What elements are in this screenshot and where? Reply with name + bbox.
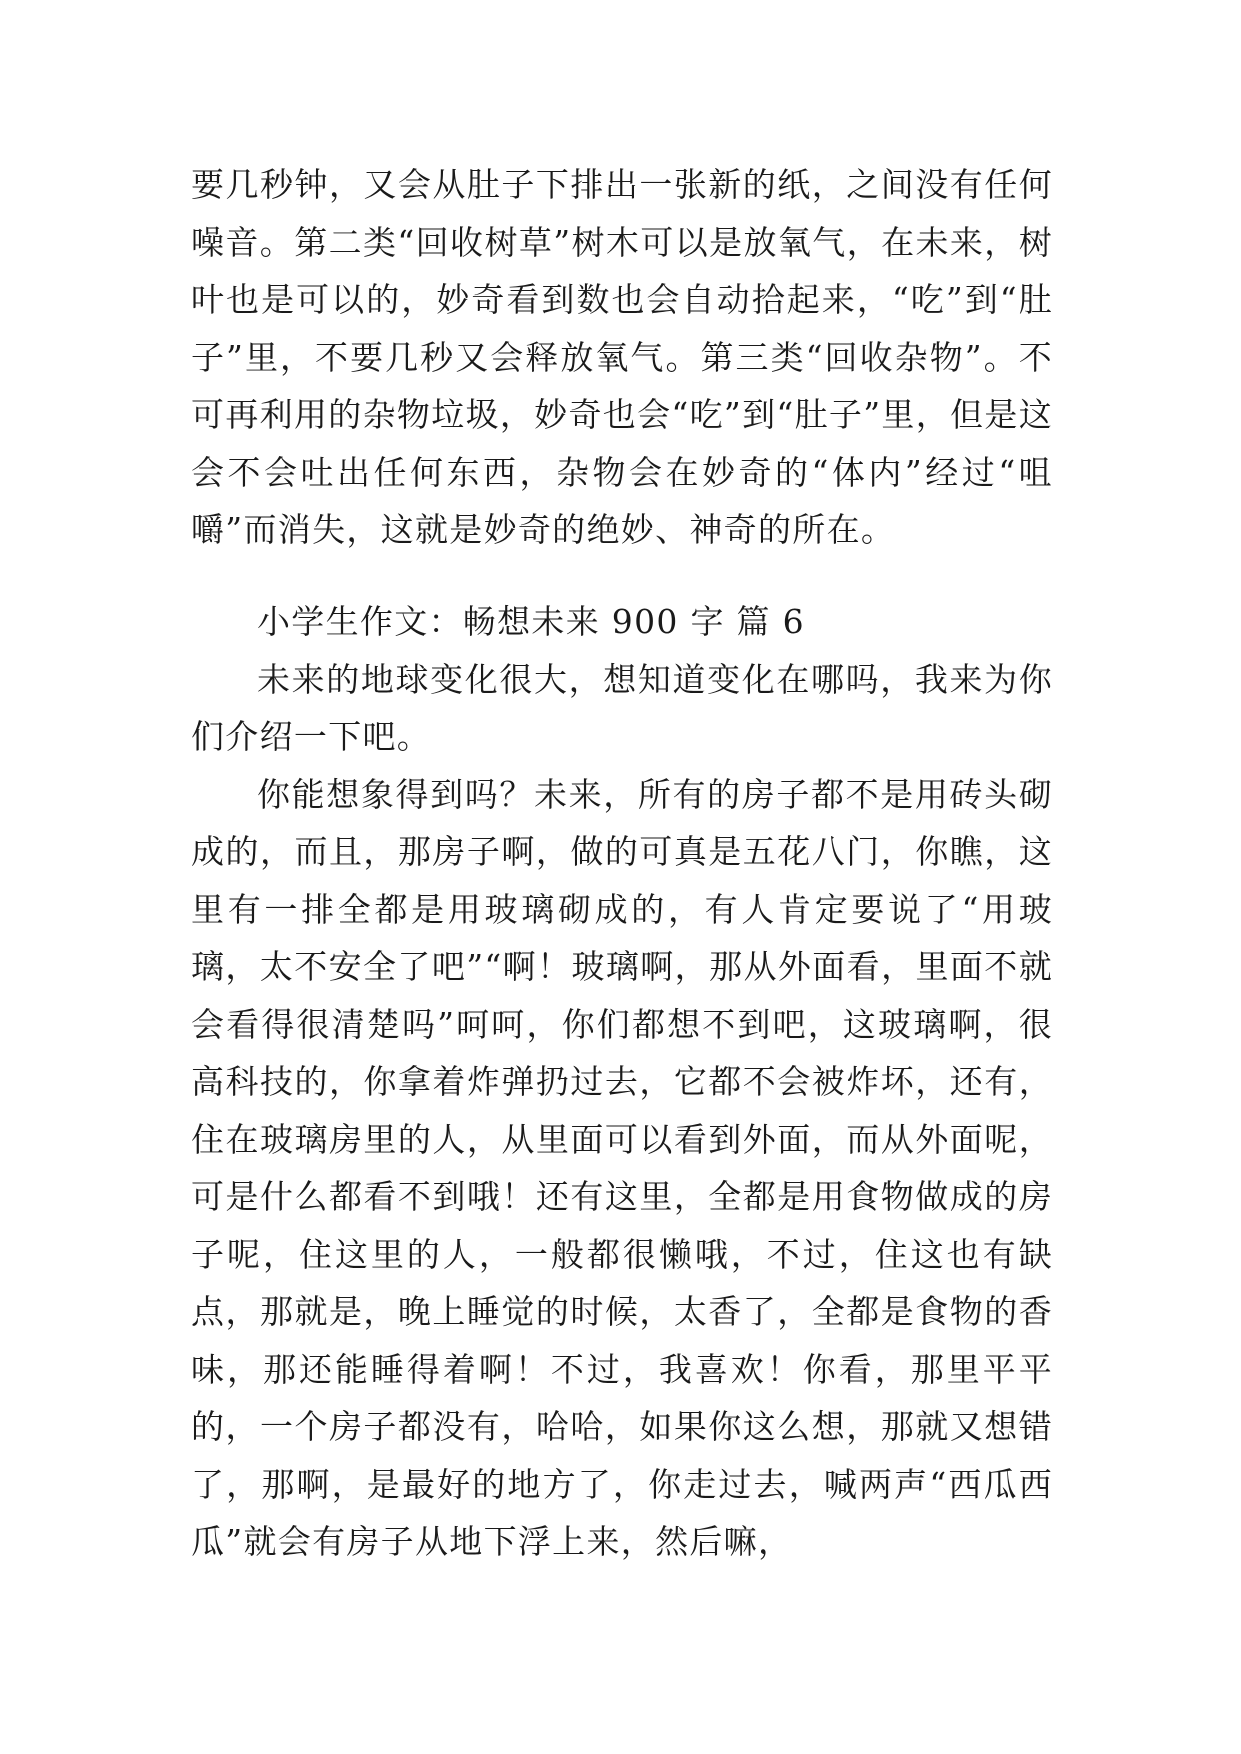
continuation-paragraph: 要几秒钟，又会从肚子下排出一张新的纸，之间没有任何噪音。第二类“回收树草”树木可以是放氧气，在未来，树叶也是可以的，妙奇看到数也会自动拾起来，“吃”到“肚子”里，不要几秒又会释放氧气。第三类“回收杂物”。不可再利用的杂物垃圾，妙奇也会“吃”到“肚子”里，但是这会不会吐出任何东西，杂物会在妙奇的“体内”经过“咀嚼”而消失，这就是妙奇的绝妙、神奇的所在。 (191, 165, 1053, 549)
essay-paragraph: 未来的地球变化很大，想知道变化在哪吗，我来为你们介绍一下吧。 (191, 659, 1053, 756)
previous-essay-continuation (191, 156, 1053, 559)
essay-section (191, 593, 1053, 1571)
essay-paragraph: 你能想象得到吗？未来，所有的房子都不是用砖头砌成的，而且，那房子啊，做的可真是五花八门，你瞧，这里有一排全都是用玻璃砌成的，有人肯定要说了“用玻璃，太不安全了吧”“啊！玻璃啊，那从外面看，里面不就会看得很清楚吗”呵呵，你们都想不到吧，这玻璃啊，很高科技的，你拿着炸弹扔过去，它都不会被炸坏，还有，住在玻璃房里的人，从里面可以看到外面，而从外面呢，可是什么都看不到哦！还有这里，全都是用食物做成的房子呢，住这里的人，一般都很懒哦，不过，住这也有缺点，那就是，晚上睡觉的时候，太香了，全都是食物的香味，那还能睡得着啊！不过，我喜欢！你看，那里平平的，一个房子都没有，哈哈，如果你这么想，那就又想错了，那啊，是最好的地方了，你走过去，喊两声“西瓜西瓜”就会有房子从地下浮上来，然后嘛， (191, 774, 1053, 1561)
section-heading: 小学生作文：畅想未来 900 字 篇 6 (257, 602, 805, 641)
